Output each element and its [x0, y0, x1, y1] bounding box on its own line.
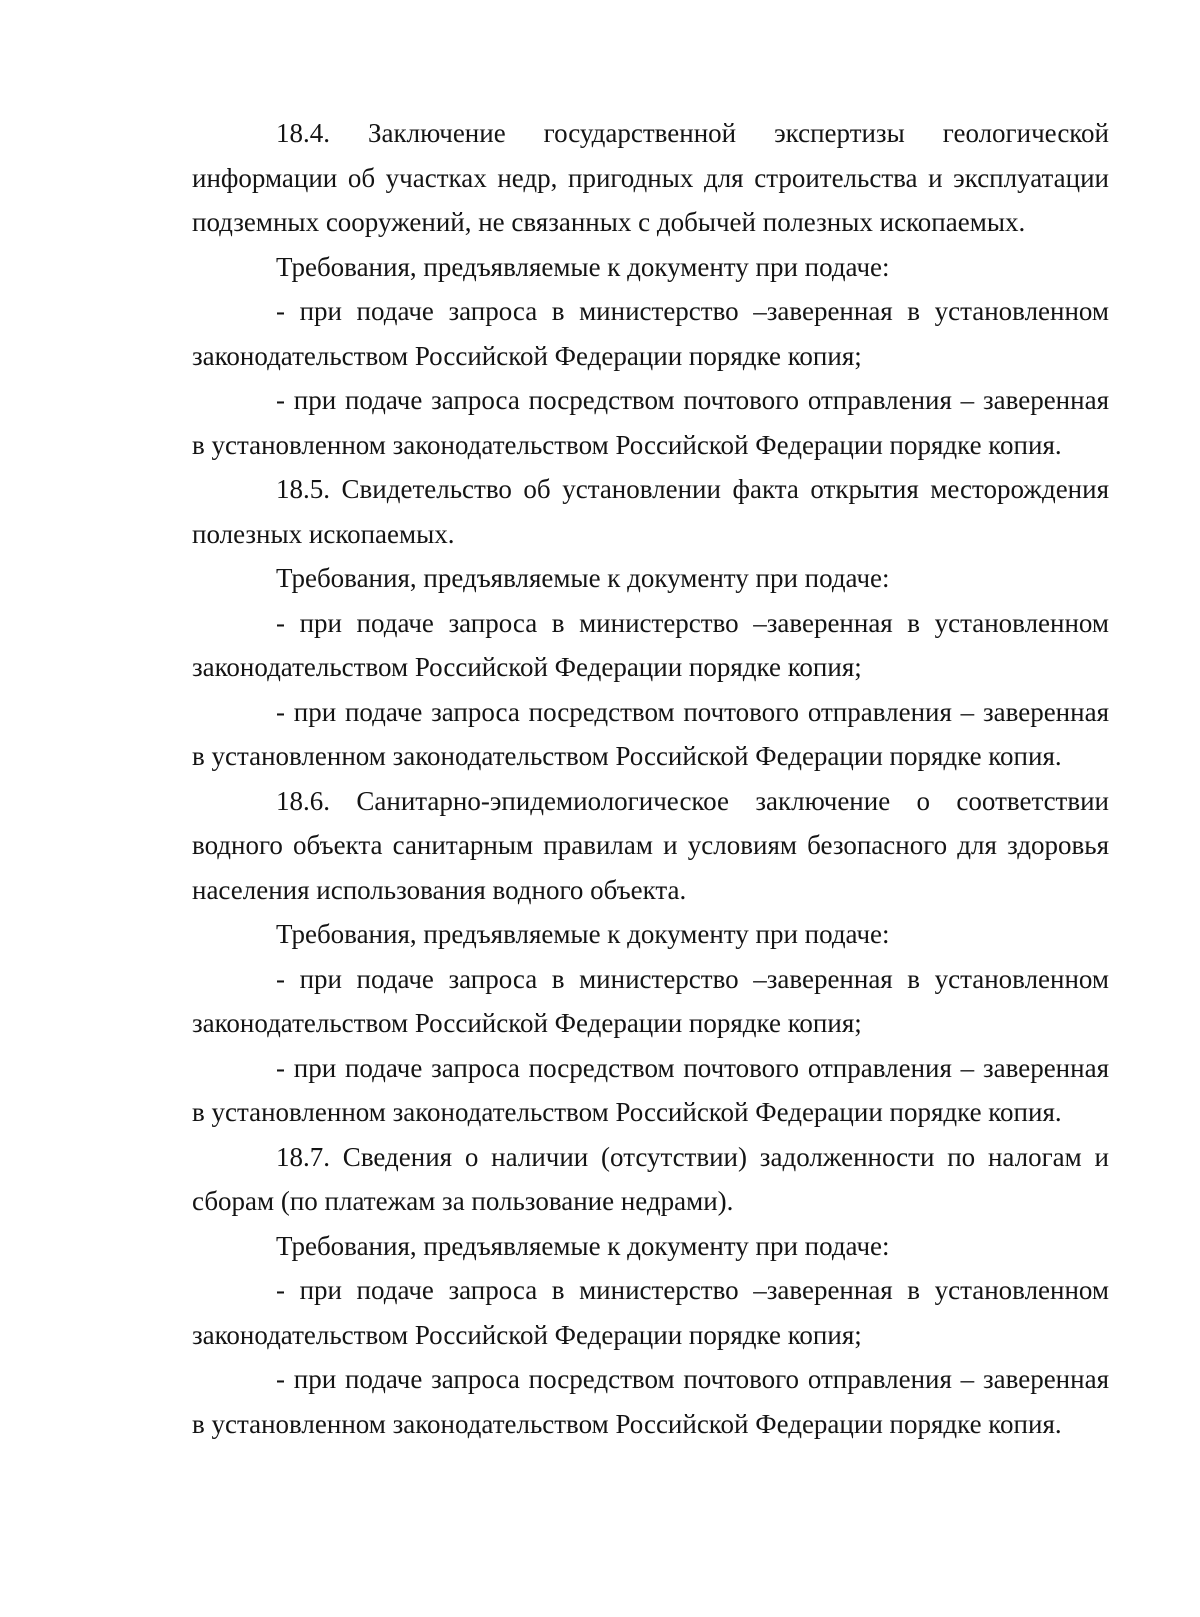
section-18-4	[192, 111, 1109, 467]
section-18-7	[192, 1135, 1109, 1447]
requirement-item-ministry: - при подаче запроса в министерство –заверенная в установленном законодательством Российской Федерации порядке копия;	[192, 296, 1109, 371]
requirements-heading: Требования, предъявляемые к документу при подаче:	[276, 919, 890, 949]
section-18-5	[192, 467, 1109, 779]
section-title: 18.4. Заключение государственной экспертизы геологической информации об участках недр, пригодных для строительства и эксплуатации подземных сооружений, не связанных с добычей полезных ископаемых.	[192, 118, 1109, 237]
section-title: 18.5. Свидетельство об установлении факта открытия месторождения полезных ископаемых.	[192, 474, 1109, 549]
section-title: 18.7. Сведения о наличии (отсутствии) задолженности по налогам и сборам (по платежам за пользование недрами).	[192, 1141, 1109, 1216]
requirement-item-ministry: - при подаче запроса в министерство –заверенная в установленном законодательством Российской Федерации порядке копия;	[192, 1275, 1109, 1350]
requirement-item-ministry: - при подаче запроса в министерство –заверенная в установленном законодательством Российской Федерации порядке копия;	[192, 963, 1109, 1038]
requirement-item-mail: - при подаче запроса посредством почтового отправления – заверенная в установленном законодательством Российской Федерации порядке копия.	[192, 385, 1109, 460]
requirement-item-mail: - при подаче запроса посредством почтового отправления – заверенная в установленном законодательством Российской Федерации порядке копия.	[192, 1052, 1109, 1127]
requirement-item-ministry: - при подаче запроса в министерство –заверенная в установленном законодательством Российской Федерации порядке копия;	[192, 607, 1109, 682]
requirements-heading: Требования, предъявляемые к документу при подаче:	[276, 1230, 890, 1261]
section-title: 18.6. Санитарно-эпидемиологическое заключение о соответствии водного объекта санитарным правилам и условиям безопасного для здоровья населения использования водного объекта.	[192, 785, 1109, 905]
requirements-heading: Требования, предъявляемые к документу при подаче:	[276, 563, 890, 593]
requirements-heading: Требования, предъявляемые к документу при подаче:	[276, 251, 890, 282]
requirement-item-mail: - при подаче запроса посредством почтового отправления – заверенная в установленном законодательством Российской Федерации порядке копия.	[192, 696, 1109, 771]
requirement-item-mail: - при подаче запроса посредством почтового отправления – заверенная в установленном законодательством Российской Федерации порядке копия.	[192, 1364, 1109, 1439]
section-18-6	[192, 779, 1109, 1135]
document-body	[192, 111, 1109, 1446]
